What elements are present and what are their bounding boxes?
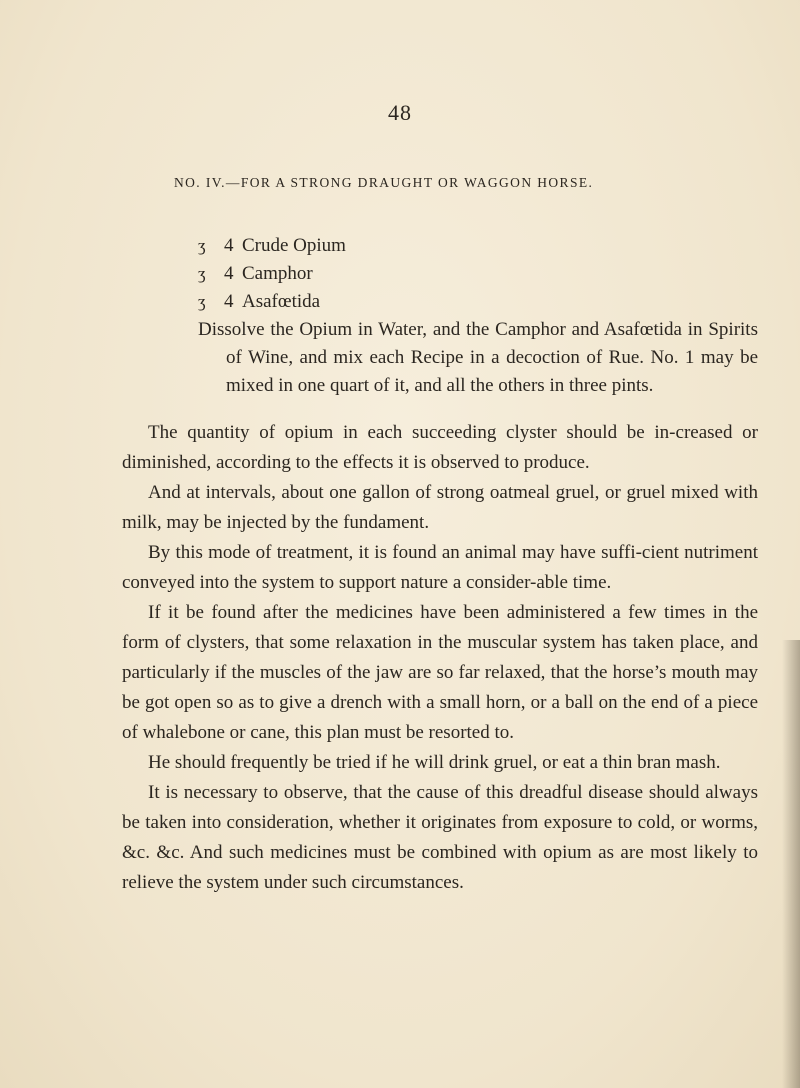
page-number: 48 bbox=[388, 100, 412, 125]
dram-symbol: ʒ bbox=[198, 264, 206, 283]
ingredient-quantity: 4 bbox=[224, 235, 234, 256]
ingredient-line bbox=[198, 288, 758, 316]
recipe-instruction: Dissolve the Opium in Water, and the Camphor and Asafœtida in Spirits of Wine, and mix each Recipe in a decoction of Rue. No. 1 may be mixed in one quart of it, and all the others in three pints. bbox=[198, 319, 758, 396]
body-text bbox=[122, 418, 758, 898]
page-edge-shadow bbox=[782, 640, 800, 1088]
ingredient-name: Asafœtida bbox=[242, 291, 321, 312]
ingredient-line bbox=[198, 232, 758, 260]
recipe-heading: NO. IV.—FOR A STRONG DRAUGHT OR WAGGON HORSE. bbox=[174, 175, 594, 190]
paragraph: The quantity of opium in each succeeding clyster should be in-creased or diminished, according to the effects it is observed to produce. bbox=[122, 422, 758, 473]
dram-symbol: ʒ bbox=[198, 236, 206, 255]
paragraph: It is necessary to observe, that the cause of this dreadful disease should always be taken into consideration, whether it originates from exposure to cold, or worms, &c. &c. And such medicines must be combined with opium as are most likely to relieve the system under such circumstances. bbox=[122, 782, 758, 893]
dram-symbol: ʒ bbox=[198, 292, 206, 311]
paragraph: If it be found after the medicines have been administered a few times in the form of clysters, that some relaxation in the muscular system has taken place, and particularly if the muscles of the jaw are so far relaxed, that the horse’s mouth may be got open so as to give a drench with a small horn, or a ball on the end of a piece of whalebone or cane, this plan must be resorted to. bbox=[122, 602, 758, 743]
recipe-block bbox=[198, 232, 758, 400]
paragraph: He should frequently be tried if he will drink gruel, or eat a thin bran mash. bbox=[148, 752, 721, 773]
paragraph: By this mode of treatment, it is found an animal may have suffi-cient nutriment conveyed into the system to support nature a consider-able time. bbox=[122, 542, 758, 593]
ingredient-line bbox=[198, 260, 758, 288]
ingredient-quantity: 4 bbox=[224, 291, 234, 312]
ingredient-name: Crude Opium bbox=[242, 235, 346, 256]
paragraph: And at intervals, about one gallon of strong oatmeal gruel, or gruel mixed with milk, may be injected by the fundament. bbox=[122, 482, 758, 533]
ingredient-name: Camphor bbox=[242, 263, 313, 284]
ingredient-quantity: 4 bbox=[224, 263, 234, 284]
